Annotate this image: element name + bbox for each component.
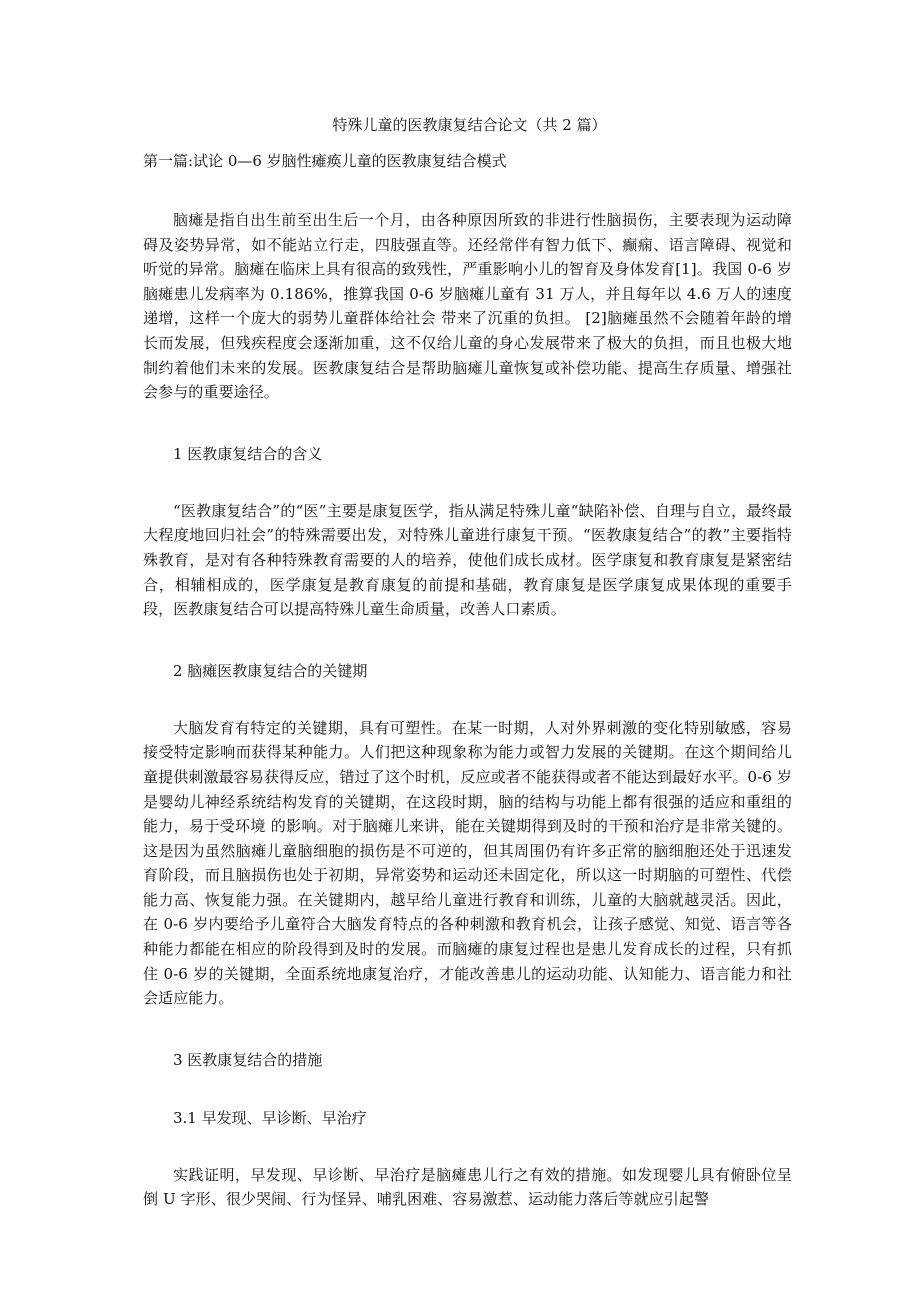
paragraph-meaning: “医教康复结合”的“医”主要是康复医学，指从满足特殊儿童“缺陷补偿、自理与自立，最终最大程度地回归社会”的特殊需要出发，对特殊儿童进行康复干预。“医教康复结合”的教”主要指特殊教育，是对有各种特殊教育需要的人的培养，使他们成长成材。医学康复和教育康复是紧密结合，相辅相成的，医学康复是教育康复的前提和基础，教育康复是医学康复成果体现的重要手段，医教康复结合可以提高特殊儿童生命质量，改善人口素质。 — [143, 501, 792, 619]
document-title: 特殊儿童的医教康复结合论文（共 2 篇） — [332, 116, 607, 134]
section-heading-3: 3 医教康复结合的措施 — [173, 1050, 323, 1069]
paragraph-critical-period: 大脑发育有特定的关键期，具有可塑性。在某一时期，人对外界刺激的变化特别敏感，容易接受特定影响而获得某种能力。人们把这种现象称为能力或智力发展的关键期。在这个期间给儿童提供刺激最容易获得反应，错过了这个时机，反应或者不能获得或者不能达到最好水平。0-6 岁是婴幼儿神经系统结构发育的关键期，在这段时期，脑的结构与功能上都有很强的适应和重组的能力，易于受环境 的影响。对于脑瘫儿来讲，能在关键期得到及时的干预和治疗是非常关键的。这是因为虽然脑瘫儿童脑细胞的损伤是不可逆的，但其周围仍有许多正常的脑细胞还处于迅速发育阶段，而且脑损伤也处于初期，异常姿势和运动还未固定化，所以这一时期脑的可塑性、代偿能力高、恢复能力强。在关键期内，越早给儿童进行教育和训练，儿童的大脑就越灵活。因此，在 0-6 岁内要给予儿童符合大脑发育特点的各种刺激和教育机会，让孩子感觉、知觉、语言等各种能力都能在相应的阶段得到及时的发展。而脑瘫的康复过程也是患儿发育成长的过程，只有抓住 0-6 岁的关键期，全面系统地康复治疗，才能改善患儿的运动功能、认知能力、语言能力和社会适应能力。 — [143, 718, 792, 1008]
subsection-heading-3-1: 3.1 早发现、早诊断、早治疗 — [173, 1108, 367, 1127]
article-subtitle: 第一篇:试论 0—6 岁脑性瘫痪儿童的医教康复结合模式 — [143, 152, 507, 170]
paragraph-intro: 脑瘫是指自出生前至出生后一个月，由各种原因所致的非进行性脑损伤，主要表现为运动障碍及姿势异常，如不能站立行走，四肢强直等。还经常伴有智力低下、癫痫、语言障碍、视觉和听觉的异常。脑瘫在临床上具有很高的致残性，严重影响小儿的智育及身体发育[1]。我国 0-6 岁脑瘫患儿发病率为 0.186%，推算我国 0-6 岁脑瘫儿童有 31 万人，并且每年以 4.6 万人的速度递增，这样一个庞大的弱势儿童群体给社会 带来了沉重的负担。 [2]脑瘫虽然不会随着年龄的增长而发展，但残疾程度会逐渐加重，这不仅给儿童的身心发展带来了极大的负担，而且也极大地制约着他们未来的发展。医教康复结合是帮助脑瘫儿童恢复或补偿功能、提高生存质量、增强社会参与的重要途径。 — [143, 211, 792, 402]
section-heading-1: 1 医教康复结合的含义 — [173, 444, 323, 463]
section-heading-2: 2 脑瘫医教康复结合的关键期 — [173, 661, 368, 680]
paragraph-early-measures: 实践证明，早发现、早诊断、早治疗是脑瘫患儿行之有效的措施。如发现婴儿具有俯卧位呈倒 U 字形、很少哭闹、行为怪异、哺乳困难、容易激惹、运动能力落后等就应引起警 — [143, 1165, 792, 1209]
